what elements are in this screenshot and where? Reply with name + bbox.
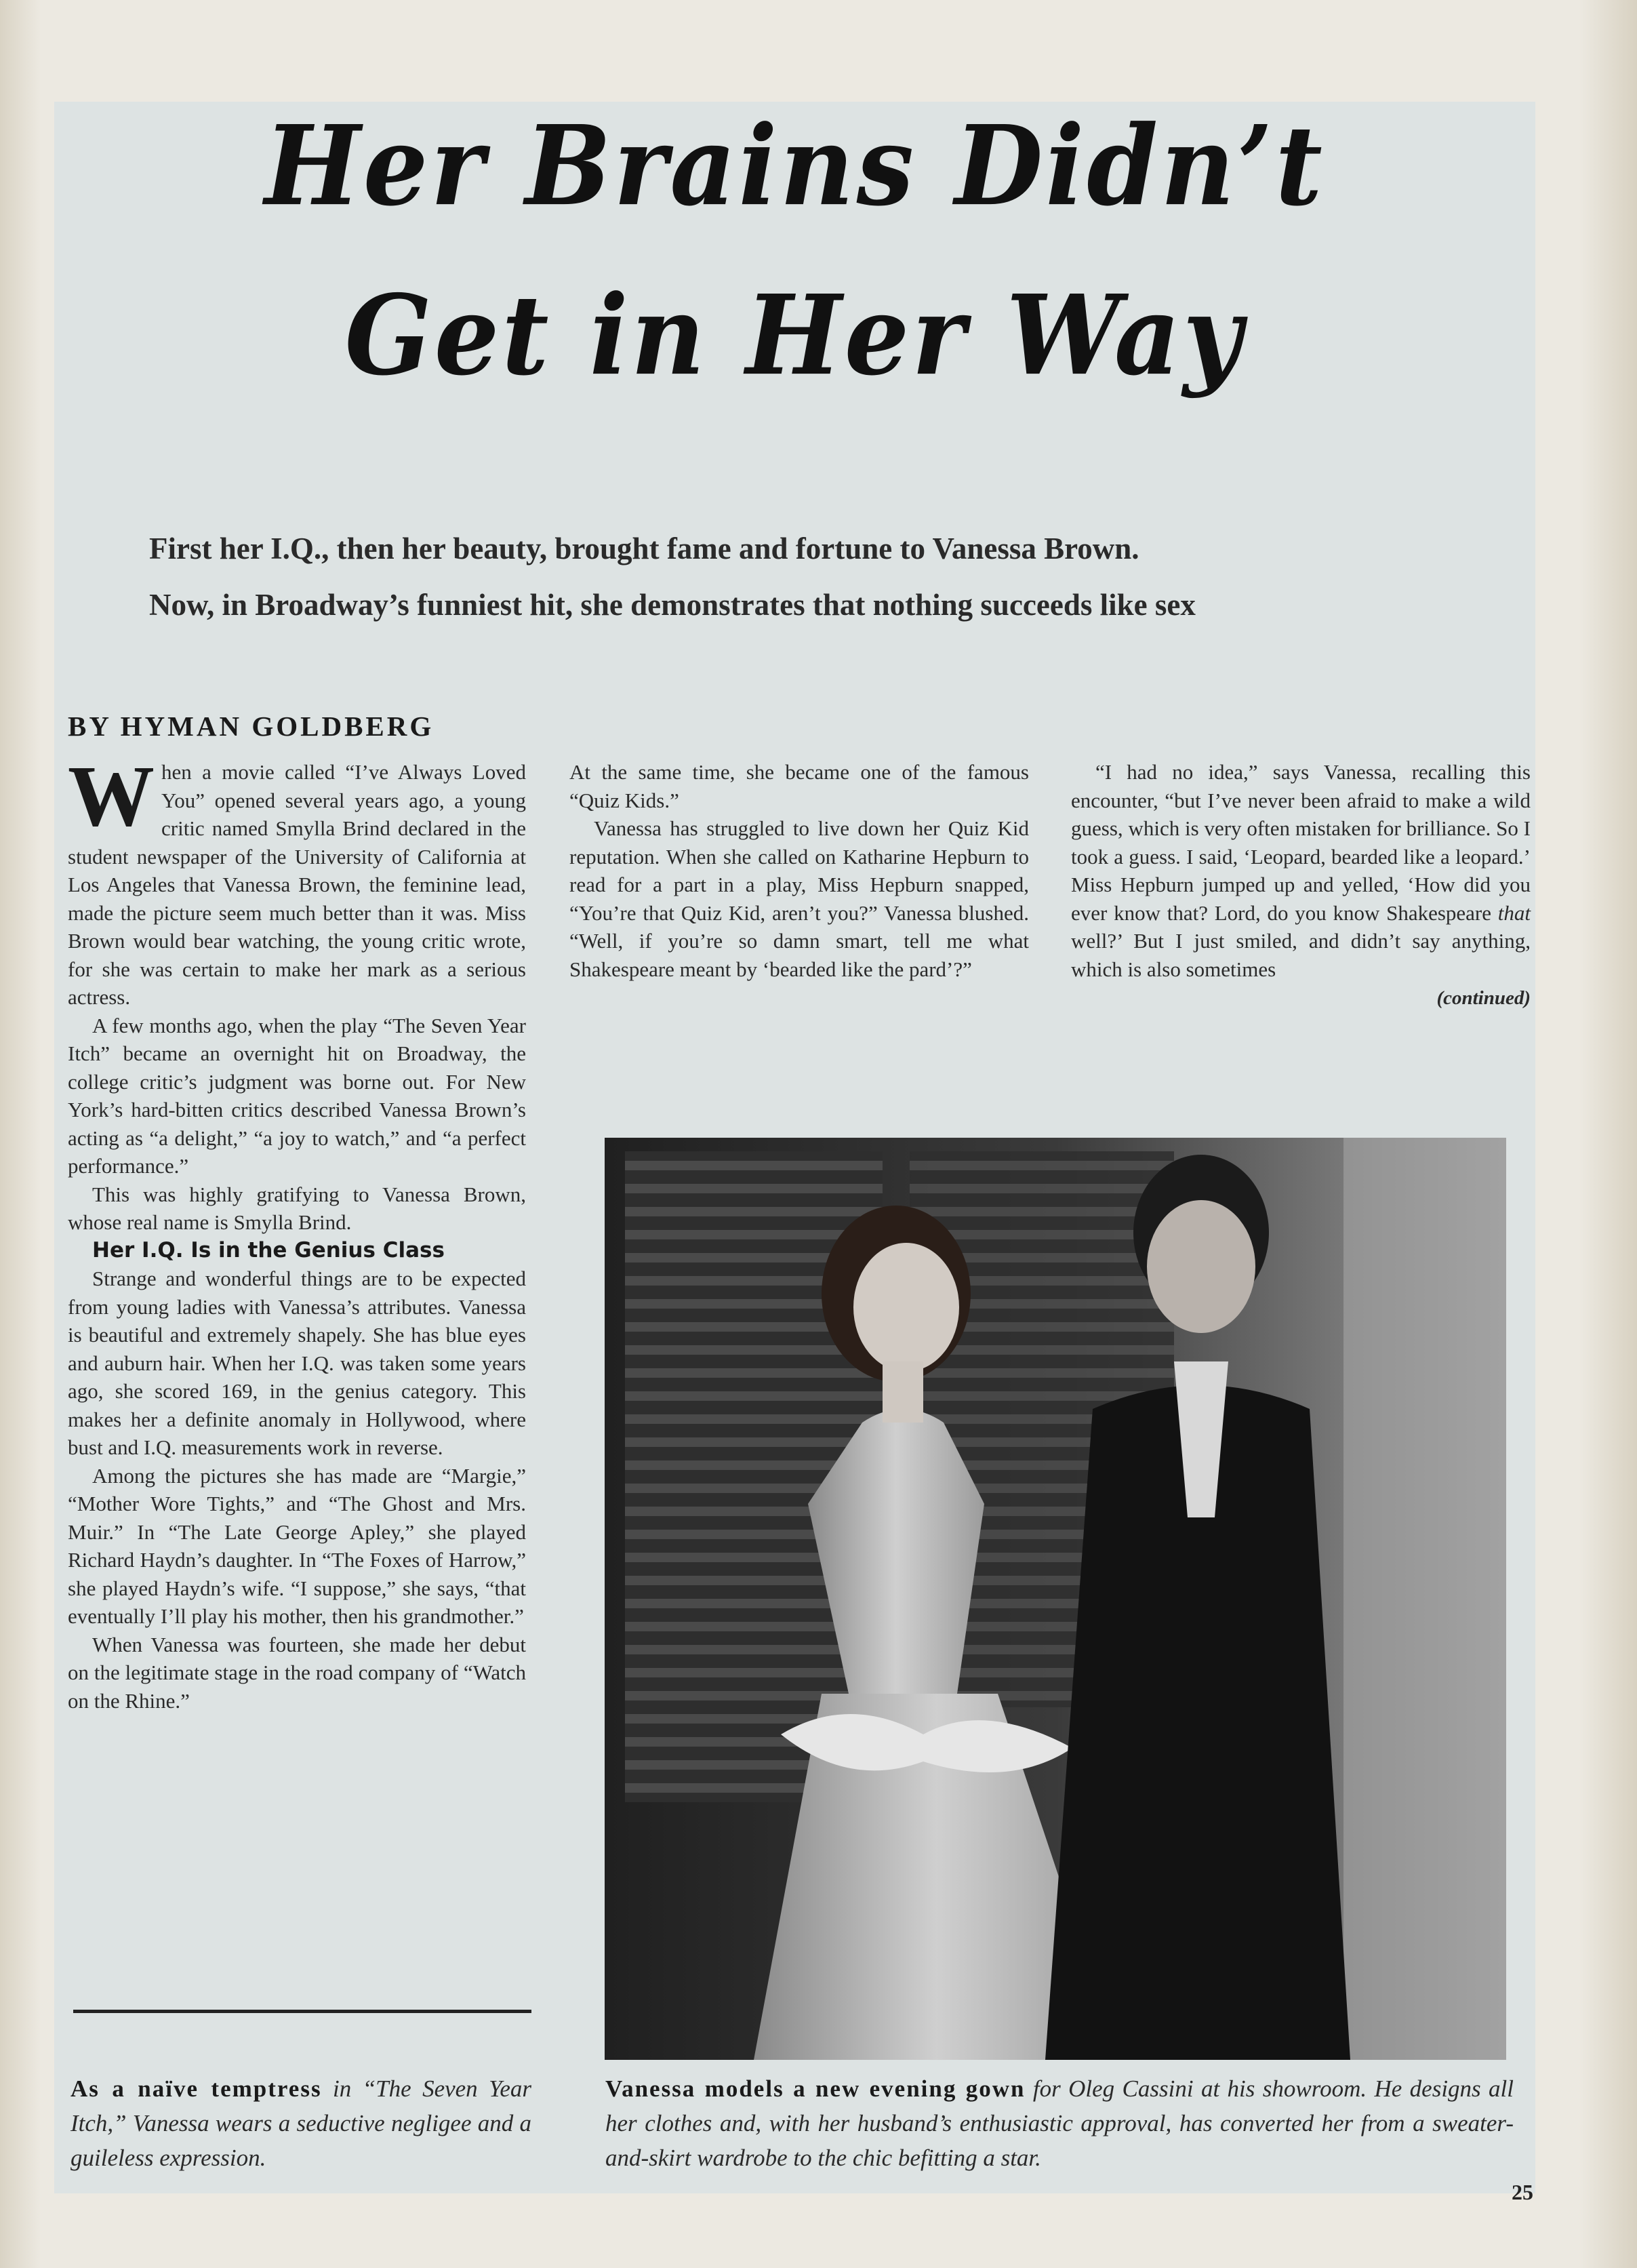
caption-text: for Oleg Cassini at his showroom. He designs all her clothes and, with her husband’s enthusiastic approval, has converted her from a sweater-and-skirt wardrobe to the chic befitting a star. — [605, 2075, 1514, 2171]
emphasis-text: that — [1497, 900, 1531, 925]
paragraph: When Vanessa was fourteen, she made her debut on the legitimate stage in the road company of “Watch on the Rhine.” — [68, 1632, 526, 1713]
headline-line-2: Get in Her Way — [344, 271, 1245, 401]
paragraph — [1071, 758, 1531, 983]
column-rule — [73, 2010, 531, 2013]
drop-cap: W — [68, 748, 155, 844]
photo-couple-showroom — [605, 1138, 1506, 2060]
paragraph — [68, 748, 526, 1012]
article-column-2 — [569, 758, 1029, 983]
paragraph-text: hen a movie called “I’ve Always Loved You” opened several years ago, a young critic named Smylla Brind declared in the student newspaper of the University of California at Los Angeles that Vanessa Brown, the feminine lead, made the picture seem much better than it was. Miss Brown would bear watching, the young critic wrote, for she was certain to make her mark as a serious actress. — [68, 760, 526, 1009]
caption-text: in “The Seven Year Itch,” Vanessa wears a seductive negligee and a guileless expression. — [70, 2075, 532, 2171]
paragraph-text: “I had no idea,” says Vanessa, recalling this encounter, “but I’ve never been afraid to make a wild guess, which is very often mistaken for brilliance. So I took a guess. I said, ‘Leopard, bearded like a leopard.’ Miss Hepburn jumped up and yelled, ‘How did you ever know that? Lord, do you know Shakespeare — [1071, 760, 1531, 925]
headline-line-1: Her Brains Didn’t — [264, 101, 1325, 231]
caption-lead: As a naïve temptress — [70, 2075, 322, 2102]
caption-lead: Vanessa models a new evening gown — [605, 2075, 1026, 2102]
continued-label: (continued) — [1436, 987, 1531, 1009]
caption-left — [70, 2071, 531, 2175]
paragraph: Vanessa has struggled to live down her Quiz Kid reputation. When she called on Katharine Hepburn to read for a part in a play, Miss Hepburn snapped, “You’re that Quiz Kid, aren’t you?” Vanessa blushed. “Well, if you’re so damn smart, tell me what Shakespeare meant by ‘bearded like the pard’?” — [569, 816, 1029, 981]
caption-photo — [605, 2071, 1514, 2175]
paragraph-text-end: well?’ But I just smiled, and didn’t say anything, which is also sometimes — [1071, 929, 1531, 981]
article-column-1 — [68, 748, 526, 1715]
photo-illustration — [605, 1138, 1506, 2060]
paragraph: A few months ago, when the play “The Seven Year Itch” became an overnight hit on Broadway, the college critic’s judgment was borne out. For New York’s hard-bitten critics described Vanessa Brown’s acting as “a delight,” “a joy to watch,” and “a perfect performance.” — [68, 1013, 526, 1178]
paragraph: Among the pictures she has made are “Margie,” “Mother Wore Tights,” and “The Ghost and Mrs. Muir.” In “The Late George Apley,” she played Richard Haydn’s daughter. In “The Foxes of Harrow,” she played Haydn’s wife. “I suppose,” she says, “that eventually I’ll play his mother, then his grandmother.” — [68, 1463, 526, 1628]
section-subhead: Her I.Q. Is in the Genius Class — [92, 1237, 445, 1262]
paragraph: This was highly gratifying to Vanessa Brown, whose real name is Smylla Brind. — [68, 1182, 526, 1234]
page-number: 25 — [1512, 2180, 1533, 2204]
dek-line-2: Now, in Broadway’s funniest hit, she demonstrates that nothing succeeds like sex — [149, 588, 1196, 622]
dek-line-1: First her I.Q., then her beauty, brought fame and fortune to Vanessa Brown. — [149, 532, 1139, 565]
paragraph: At the same time, she became one of the famous “Quiz Kids.” — [569, 760, 1029, 812]
article-column-3 — [1071, 758, 1531, 1013]
paragraph: Strange and wonderful things are to be expected from young ladies with Vanessa’s attributes. Vanessa is beautiful and extremely shapely. She has blue eyes and auburn hair. When her I.Q. was taken some years ago, she scored 169, in the genius category. This makes her a definite anomaly in Hollywood, where bust and I.Q. measurements work in reverse. — [68, 1267, 526, 1459]
byline: BY HYMAN GOLDBERG — [68, 711, 434, 742]
